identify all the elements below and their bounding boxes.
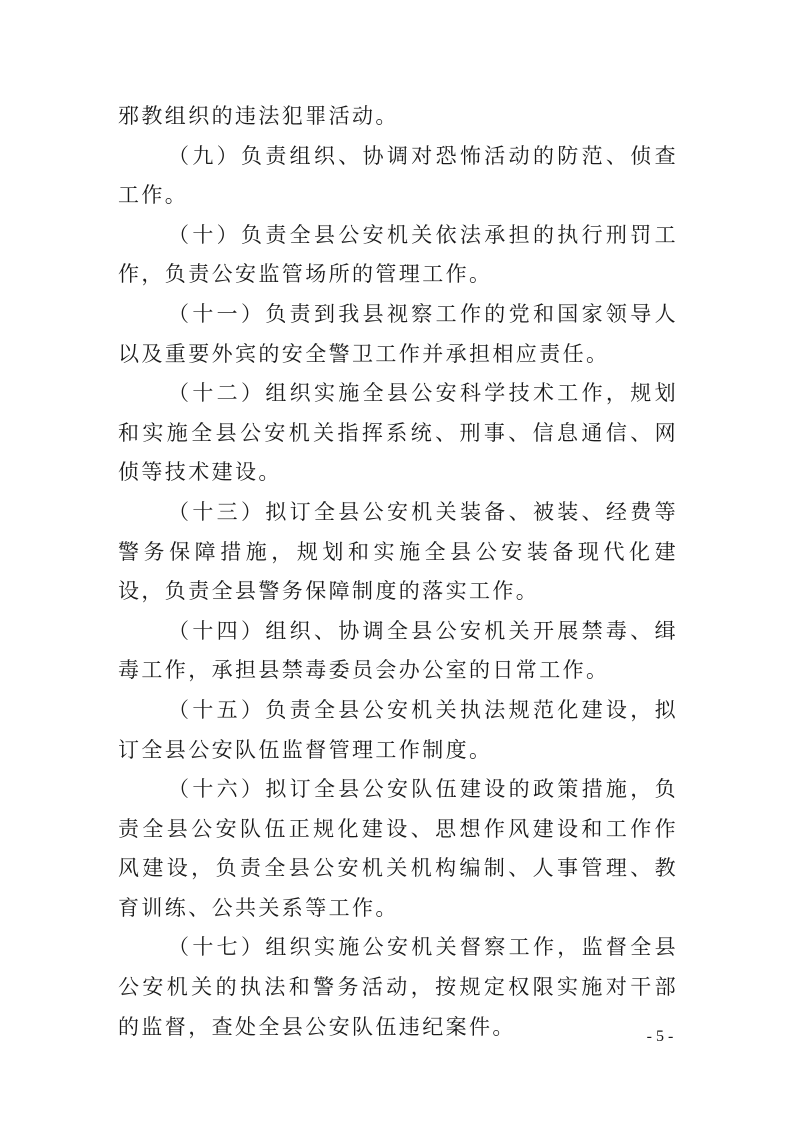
- paragraph-item-13: （十三）拟订全县公安机关装备、被装、经费等警务保障措施，规划和实施全县公安装备现代化建设，负责全县警务保障制度的落实工作。: [118, 499, 678, 604]
- paragraph-item-14: （十四）组织、协调全县公安机关开展禁毒、缉毒工作，承担县禁毒委员会办公室的日常工作。: [118, 618, 678, 683]
- paragraph-continuation: 邪教组织的违法犯罪活动。: [118, 104, 399, 128]
- paragraph-item-17: （十七）组织实施公安机关督察工作，监督全县公安机关的执法和警务活动，按规定权限实施对干部的监督，查处全县公安队伍违纪案件。: [118, 935, 678, 1039]
- paragraph-item-10: （十）负责全县公安机关依法承担的执行刑罚工作，负责公安监管场所的管理工作。: [118, 222, 678, 287]
- paragraph-item-16: （十六）拟订全县公安队伍建设的政策措施，负责全县公安队伍正规化建设、思想作风建设和工作作风建设，负责全县公安机关机构编制、人事管理、教育训练、公共关系等工作。: [118, 777, 678, 920]
- page-number: - 5 -: [646, 1028, 674, 1045]
- paragraph-item-15: （十五）负责全县公安机关执法规范化建设，拟订全县公安队伍监督管理工作制度。: [118, 697, 678, 762]
- paragraph-item-9: （九）负责组织、协调对恐怖活动的防范、侦查工作。: [118, 143, 678, 208]
- document-body: [118, 97, 678, 1047]
- paragraph-item-11: （十一）负责到我县视察工作的党和国家领导人以及重要外宾的安全警卫工作并承担相应责任。: [118, 301, 678, 366]
- paragraph-item-12: （十二）组织实施全县公安科学技术工作，规划和实施全县公安机关指挥系统、刑事、信息通信、网侦等技术建设。: [118, 381, 678, 485]
